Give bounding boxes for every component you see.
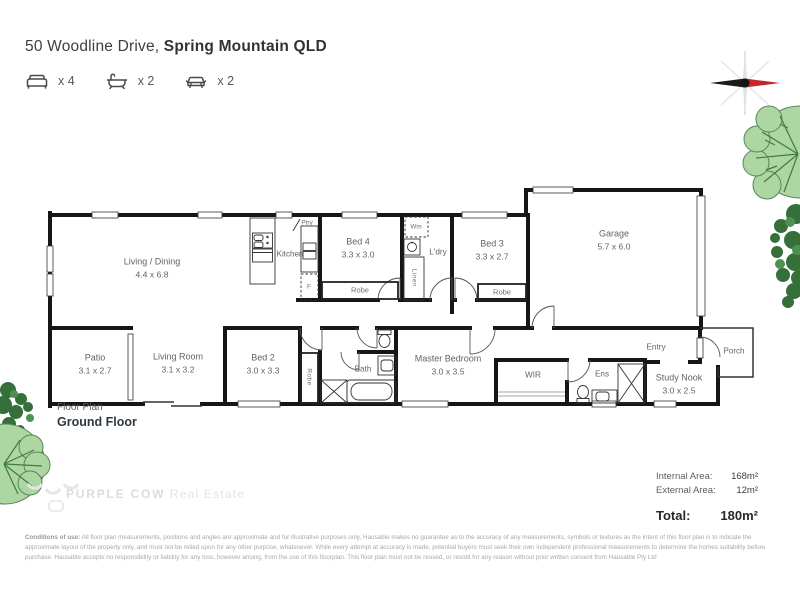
car-icon — [184, 72, 208, 89]
room-label-study-nook — [656, 372, 703, 397]
room-label-living-room — [153, 351, 203, 376]
room-name: L'dry — [429, 247, 447, 257]
room-name: Ens — [594, 369, 610, 379]
internal-area-row — [656, 470, 758, 484]
room-label-bath — [355, 363, 372, 374]
room-name: Master Bedroom — [414, 353, 482, 364]
internal-area-label: Internal Area: — [656, 471, 713, 482]
floor-plan-text: Floor Plan — [57, 402, 103, 413]
room-dims: 3.0 x 3.5 — [431, 366, 465, 377]
address-street: 50 Woodline Drive, — [25, 38, 164, 55]
room-name: Living Room — [152, 351, 204, 362]
room-label-kitchen — [277, 248, 304, 259]
compass-icon — [710, 51, 780, 115]
label-linen: Linen — [410, 268, 418, 288]
address-suburb: Spring Mountain QLD — [163, 38, 327, 55]
label-robe-bed3: Robe — [493, 287, 511, 297]
disclaimer-text — [25, 533, 777, 563]
total-area-label: Total: — [656, 507, 691, 523]
room-label-entry — [646, 341, 665, 352]
room-name: Bed 3 — [480, 238, 504, 249]
external-area-value: 12m² — [736, 485, 758, 497]
label-robe-bed2: Robe — [305, 368, 313, 386]
room-label-bed3 — [476, 238, 509, 263]
total-area-value: 180m² — [720, 507, 758, 523]
external-area-label: External Area: — [656, 485, 716, 497]
tree-icon-right — [743, 106, 800, 199]
room-label-ensuite — [595, 368, 609, 379]
room-label-patio — [79, 352, 112, 377]
feature-summary — [25, 72, 234, 89]
feature-bathrooms — [105, 72, 155, 89]
room-name: Bed 2 — [251, 352, 275, 363]
internal-area-value: 168m² — [731, 471, 758, 482]
watermark-suffix: Real Estate — [165, 487, 246, 501]
room-name: Living / Dining — [123, 256, 181, 267]
room-dims: 3.0 x 3.3 — [246, 365, 280, 376]
page-title — [25, 38, 327, 56]
label-pantry: Ptry — [301, 219, 313, 227]
area-summary — [656, 470, 758, 525]
room-label-bed4 — [342, 236, 375, 261]
room-name: Study Nook — [655, 372, 703, 383]
room-name: Patio — [84, 352, 106, 363]
sliding-door — [143, 402, 202, 406]
disclaimer-body: All floor plan measurements, positions and angles are approximate and for illustrative purposes only. Hausable makes no guarantee as to the accuracy of any measurements, symbols or textures as the intent of this floor plan is to indicate the approximate layout of the property only, and must not be relied upon for any other purpose, whatsoever. While every attempt at accuracy is made, potential buyers must seek their own independent professional measurements to determine the homes suitability before purchase. Hausable accepts no responsibility or liability for any loss, however arising, from the use of this floorplan. This floor plan must not be reused, or resold for any reason without prior written consent from Hausable Pty Ltd — [25, 534, 766, 562]
external-area-row — [656, 484, 758, 498]
bedroom-count: x 4 — [58, 73, 75, 88]
floor-level-text: Ground Floor — [57, 415, 137, 429]
room-label-bed2 — [247, 352, 280, 377]
bed-icon — [25, 72, 49, 89]
car-count: x 2 — [217, 73, 235, 88]
label-washing-machine: Wm — [410, 223, 422, 231]
room-dims: 5.7 x 6.0 — [597, 241, 631, 252]
room-dims: 3.3 x 3.0 — [341, 249, 375, 260]
room-name: Porch — [723, 346, 745, 356]
room-dims: 3.1 x 3.2 — [161, 364, 195, 375]
room-name: Garage — [598, 228, 630, 239]
feature-bedrooms — [25, 72, 75, 89]
tree-icon-left — [0, 424, 50, 504]
room-dims: 3.3 x 2.7 — [475, 251, 509, 262]
bath-icon — [105, 72, 129, 89]
room-name: Entry — [646, 342, 666, 352]
room-dims: 3.0 x 2.5 — [662, 385, 696, 396]
room-dims: 3.1 x 2.7 — [78, 365, 112, 376]
watermark-text — [66, 487, 245, 501]
disclaimer-label: Conditions of use: — [25, 534, 81, 541]
room-name: WIR — [525, 370, 541, 380]
feature-cars — [184, 72, 234, 89]
room-label-garage — [598, 228, 631, 253]
watermark-brand: PURPLE COW — [66, 487, 166, 501]
room-name: Bed 4 — [346, 236, 370, 247]
room-dims: 4.4 x 6.8 — [135, 269, 169, 280]
room-name: Kitchen — [276, 249, 304, 259]
floor-label — [57, 402, 137, 429]
room-label-wir — [525, 369, 541, 380]
bathroom-count: x 2 — [137, 73, 155, 88]
total-area-row — [656, 506, 758, 526]
room-label-master-bedroom — [415, 353, 482, 378]
room-label-living-dining — [124, 256, 181, 281]
plant-icon-right — [770, 204, 800, 308]
room-label-porch — [724, 345, 745, 356]
room-label-laundry — [429, 246, 447, 257]
label-robe-bed4: Robe — [351, 285, 369, 295]
room-name: Bath — [354, 364, 372, 374]
label-fridge: F — [307, 283, 311, 291]
